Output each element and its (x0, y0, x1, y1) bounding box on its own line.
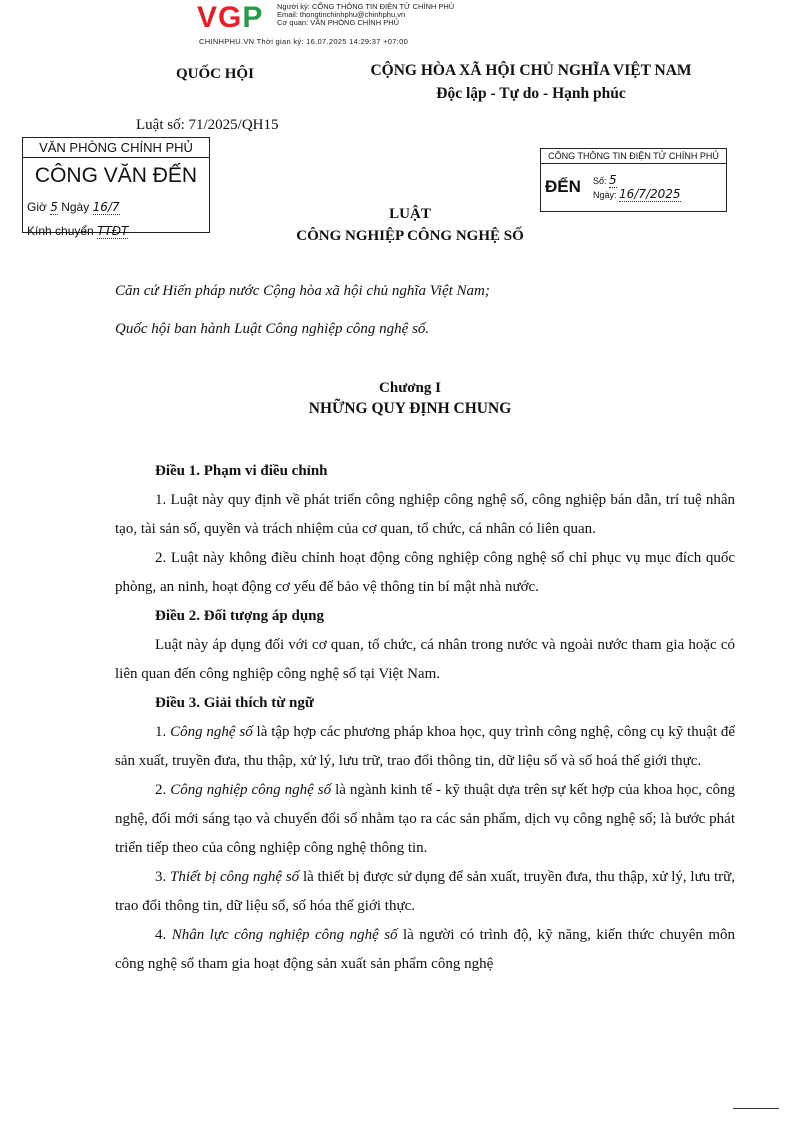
motto: Độc lập - Tự do - Hạnh phúc (436, 85, 626, 102)
article-1-clause-2: 2. Luật này không điều chỉnh hoạt động công nghiệp công nghệ số chỉ phục vụ mục đích quốc phòng, an ninh, hoạt động cơ yếu để bảo vệ thông tin bí mật nhà nước. (115, 550, 735, 595)
date-value: 16/7/2025 (619, 187, 681, 201)
stamp-date (593, 187, 681, 201)
article-2-text: Luật này áp dụng đối với cơ quan, tổ chức, cá nhân trong nước và ngoài nước tham gia hoặc có liên quan đến công nghiệp công nghệ số tại Việt Nam. (115, 637, 735, 682)
date-label: Ngày: (593, 190, 617, 200)
stamp-office: CỔNG THÔNG TIN ĐIỆN TỬ CHÍNH PHỦ (541, 151, 726, 164)
article-2-title: Điều 2. Đối tượng áp dụng (155, 608, 325, 624)
article-1-title: Điều 1. Phạm vi điều chỉnh (155, 463, 328, 479)
item-number: 1. (155, 724, 171, 740)
doc-type: LUẬT (389, 206, 431, 222)
definition: là thiết bị được sử dụng để sản xuất, truyền đưa, thu thập, xử lý, lưu trữ, trao đổi thông tin, dữ liệu số, số hóa thế giới thực. (115, 869, 736, 914)
day-value: 16/7 (92, 200, 120, 214)
article-3-item-2 (115, 776, 735, 863)
stamp-office: VĂN PHÒNG CHÍNH PHỦ (23, 140, 209, 158)
incoming-stamp-right (540, 148, 727, 212)
vgp-logo: VGP (197, 1, 264, 34)
signature-time-line (199, 37, 408, 46)
signer-agency: Cơ quan: VĂN PHÒNG CHÍNH PHỦ (277, 18, 400, 27)
item-number: 3. (155, 869, 171, 885)
forward-value: TTĐT (97, 224, 129, 238)
number-label: Số: (593, 176, 607, 186)
term: Công nghiệp công nghệ số (170, 782, 332, 798)
article-3-item-3 (115, 863, 735, 921)
signer-email: Email: thongtinchinhphu@chinhphu.vn (277, 10, 406, 19)
law-title: CÔNG NGHIỆP CÔNG NGHỆ SỐ (296, 228, 524, 244)
definition: là tập hợp các phương pháp khoa học, quy trình công nghệ, công cụ kỹ thuật để sản xuất, truyền đưa, thu thập, xử lý, lưu trữ, trao đổi thông tin, dữ liệu số và số hoá thế giới thực. (115, 724, 736, 769)
continuation-mark (733, 1108, 779, 1109)
day-label: Ngày (61, 200, 90, 214)
definition: là ngành kinh tế - kỹ thuật dựa trên sự kết hợp của khoa học, công nghệ, đổi mới sáng tạo và chuyển đổi số nhằm tạo ra các sản phẩm, dịch vụ công nghệ số; là bước phát triển tiếp theo của công nghiệp công nghệ thông tin. (115, 782, 736, 856)
article-3-item-1 (115, 718, 735, 776)
law-number: Luật số: 71/2025/QH15 (136, 117, 279, 133)
forward-label: Kính chuyển (27, 224, 94, 238)
nation-name: CỘNG HÒA XÃ HỘI CHỦ NGHĨA VIỆT NAM (370, 62, 692, 79)
term: Công nghệ số (170, 724, 253, 740)
chapter-name: NHỮNG QUY ĐỊNH CHUNG (308, 400, 512, 417)
article-3-item-4 (115, 921, 735, 979)
preamble-enactment: Quốc hội ban hành Luật Công nghiệp công nghệ số. (115, 321, 430, 337)
term: Nhân lực công nghiệp công nghệ số (171, 927, 398, 943)
stamp-title: ĐẾN (545, 177, 581, 196)
chapter-number: Chương I (379, 380, 441, 396)
stamp-title: CÔNG VĂN ĐẾN (34, 164, 198, 187)
hour-label: Giờ (27, 200, 47, 214)
article-3-title: Điều 3. Giải thích từ ngữ (155, 695, 314, 711)
hour-value: 5 (50, 200, 58, 214)
item-number: 4. (155, 927, 172, 943)
issuer: QUỐC HỘI (176, 66, 254, 82)
national-header (356, 59, 706, 105)
term: Thiết bị công nghệ số (170, 869, 300, 885)
definition: là người có trình độ, kỹ năng, kiến thức chuyên môn công nghệ số tham gia hoạt động sản xuất sản phẩm công nghệ (115, 927, 735, 972)
signature-time: Thời gian ký: 16.07.2025 14:29:37 +07:00 (256, 37, 409, 46)
signer: Người ký: CỔNG THÔNG TIN ĐIỆN TỬ CHÍNH PHỦ (277, 2, 455, 11)
article-1 (115, 457, 735, 979)
item-number: 2. (155, 782, 171, 798)
digital-signature-info (277, 3, 454, 27)
preamble-basis: Căn cứ Hiến pháp nước Cộng hòa xã hội chủ nghĩa Việt Nam; (115, 283, 490, 299)
number-value: 5 (609, 173, 617, 187)
article-1-clause-1: 1. Luật này quy định về phát triển công nghiệp công nghệ số, công nghiệp bán dẫn, trí tuệ nhân tạo, tài sản số, quyền và trách nhiệm của cơ quan, tổ chức, cá nhân có liên quan. (115, 492, 735, 537)
logo-caption: CHINHPHU.VN (199, 37, 255, 46)
stamp-number (593, 173, 617, 187)
